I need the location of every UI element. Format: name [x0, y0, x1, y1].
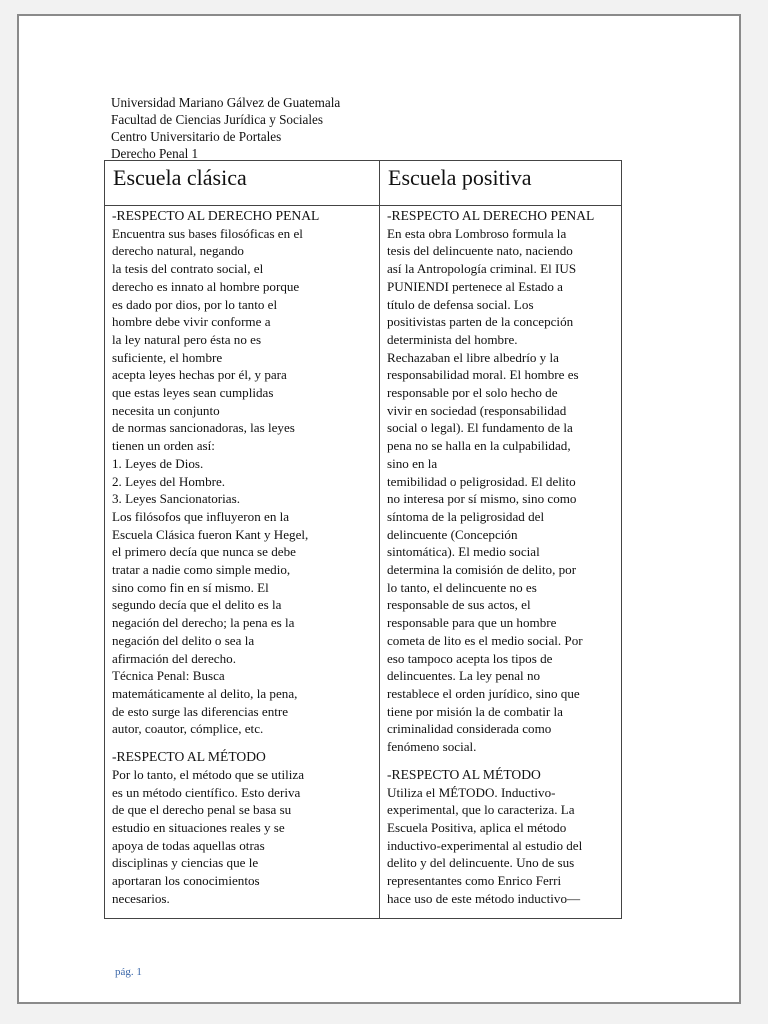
text-line: la ley natural pero ésta no es [112, 331, 262, 347]
text-line: restablece el orden jurídico, sino que [387, 685, 580, 701]
text-line: la tesis del contrato social, el [112, 261, 264, 277]
text-line: Escuela Clásica fueron Kant y Hegel, [112, 526, 309, 542]
text-line: inductivo-experimental al estudio del [387, 837, 583, 853]
text-line: 2. Leyes del Hombre. [112, 473, 226, 489]
text-line: tesis del delincuente nato, naciendo [387, 243, 573, 259]
text-line: suficiente, el hombre [112, 349, 223, 365]
text-line: derecho natural, negando [112, 243, 244, 259]
text-line: sintomática). El medio social [387, 544, 540, 560]
course-name: Derecho Penal 1 [111, 146, 199, 161]
text-line: síntoma de la peligrosidad del [387, 508, 545, 524]
text-line: matemáticamente al delito, la pena, [112, 685, 298, 701]
text-line: tratar a nadie como simple medio, [112, 562, 291, 578]
page-number: pág. 1 [115, 966, 142, 978]
text-line: no interesa por sí mismo, sino como [387, 491, 577, 507]
text-line: delito y del delincuente. Uno de sus [387, 855, 575, 871]
column-title-clasica: Escuela clásica [105, 161, 380, 206]
text-line: Rechazaban el libre albedrío y la [387, 349, 559, 365]
text-line: de esto surge las diferencias entre [112, 703, 289, 719]
text-line: criminalidad considerada como [387, 721, 552, 737]
text-line: título de defensa social. Los [387, 296, 534, 312]
text-line: que estas leyes sean cumplidas [112, 385, 274, 401]
text-line: Por lo tanto, el método que se utiliza [112, 766, 305, 782]
text-line: necesarios. [112, 890, 170, 906]
text-line: tiene por misión la de combatir la [387, 703, 563, 719]
text-line: En esta obra Lombroso formula la [387, 225, 567, 241]
text-line: Escuela Positiva, aplica el método [387, 819, 567, 835]
text-line: fenómeno social. [387, 739, 477, 755]
text-line: aportaran los conocimientos [112, 873, 260, 889]
text-line: autor, coautor, cómplice, etc. [112, 721, 264, 737]
text-line: hace uso de este método inductivo— [387, 890, 581, 906]
text-line: responsable por el solo hecho de [387, 385, 558, 401]
positiva-heading-derecho: -RESPECTO AL DERECHO PENAL [387, 208, 595, 223]
text-line: estudio en situaciones reales y se [112, 819, 285, 835]
text-line: es un método científico. Esto deriva [112, 784, 301, 800]
text-line: negación del delito o sea la [112, 632, 255, 648]
column-title-positiva: Escuela positiva [380, 161, 622, 206]
text-line: Encuentra sus bases filosóficas en el [112, 225, 303, 241]
text-line: necesita un conjunto [112, 402, 220, 418]
text-line: así la Antropología criminal. El IUS [387, 261, 577, 277]
text-line: responsable de sus actos, el [387, 597, 531, 613]
text-line: 1. Leyes de Dios. [112, 455, 204, 471]
clasica-metodo-text [112, 766, 373, 908]
text-line: Utiliza el MÉTODO. Inductivo- [387, 784, 556, 800]
text-line: apoya de todas aquellas otras [112, 837, 265, 853]
clasica-heading-metodo: -RESPECTO AL MÉTODO [112, 749, 266, 765]
text-line: social o legal). El fundamento de la [387, 420, 573, 436]
text-line: sino como fin en sí mismo. El [112, 579, 269, 595]
text-line: negación del derecho; la pena es la [112, 615, 295, 631]
comparison-table [104, 160, 622, 919]
text-line: de normas sancionadoras, las leyes [112, 420, 295, 436]
text-line: representantes como Enrico Ferri [387, 873, 562, 889]
text-line: lo tanto, el delincuente no es [387, 579, 537, 595]
text-line: es dado por dios, por lo tanto el [112, 296, 278, 312]
text-line: experimental, que lo caracteriza. La [387, 802, 575, 818]
text-line: segundo decía que el delito es la [112, 597, 282, 613]
text-line: delincuente (Concepción [387, 526, 518, 542]
faculty-name: Facultad de Ciencias Jurídica y Sociales [111, 112, 324, 127]
text-line: eso tampoco acepta los tipos de [387, 650, 553, 666]
text-line: derecho es innato al hombre porque [112, 278, 300, 294]
text-line: Técnica Penal: Busca [112, 668, 225, 684]
text-line: cometa de lito es el medio social. Por [387, 632, 583, 648]
text-line: vivir en sociedad (responsabilidad [387, 402, 567, 418]
text-line: delincuentes. La ley penal no [387, 668, 541, 684]
table-content-row [105, 206, 622, 919]
text-line: tienen un orden así: [112, 438, 215, 454]
clasica-cell [105, 206, 380, 919]
text-line: determinista del hombre. [387, 331, 518, 347]
text-line: de que el derecho penal se basa su [112, 802, 292, 818]
text-line: disciplinas y ciencias que le [112, 855, 259, 871]
document-header [111, 94, 340, 162]
document-page [17, 14, 741, 1004]
text-line: temibilidad o peligrosidad. El delito [387, 473, 576, 489]
text-line: el primero decía que nunca se debe [112, 544, 296, 560]
text-line: responsabilidad moral. El hombre es [387, 367, 579, 383]
positiva-derecho-text [387, 225, 615, 756]
text-line: determina la comisión de delito, por [387, 562, 577, 578]
text-line: afirmación del derecho. [112, 650, 236, 666]
positiva-cell [380, 206, 622, 919]
text-line: Los filósofos que influyeron en la [112, 508, 290, 524]
text-line: PUNIENDI pertenece al Estado a [387, 278, 563, 294]
clasica-heading-derecho: -RESPECTO AL DERECHO PENAL [112, 208, 320, 223]
clasica-derecho-text [112, 225, 373, 738]
text-line: responsable para que un hombre [387, 615, 557, 631]
positiva-metodo-text [387, 784, 615, 908]
positiva-heading-metodo: -RESPECTO AL MÉTODO [387, 766, 541, 782]
university-name: Universidad Mariano Gálvez de Guatemala [111, 95, 341, 110]
text-line: pena no se halla en la culpabilidad, [387, 438, 571, 454]
text-line: acepta leyes hechas por él, y para [112, 367, 287, 383]
text-line: sino en la [387, 455, 438, 471]
text-line: 3. Leyes Sancionatorias. [112, 491, 240, 507]
text-line: hombre debe vivir conforme a [112, 314, 271, 330]
campus-name: Centro Universitario de Portales [111, 129, 282, 144]
table-header-row [105, 161, 622, 206]
text-line: positivistas parten de la concepción [387, 314, 574, 330]
